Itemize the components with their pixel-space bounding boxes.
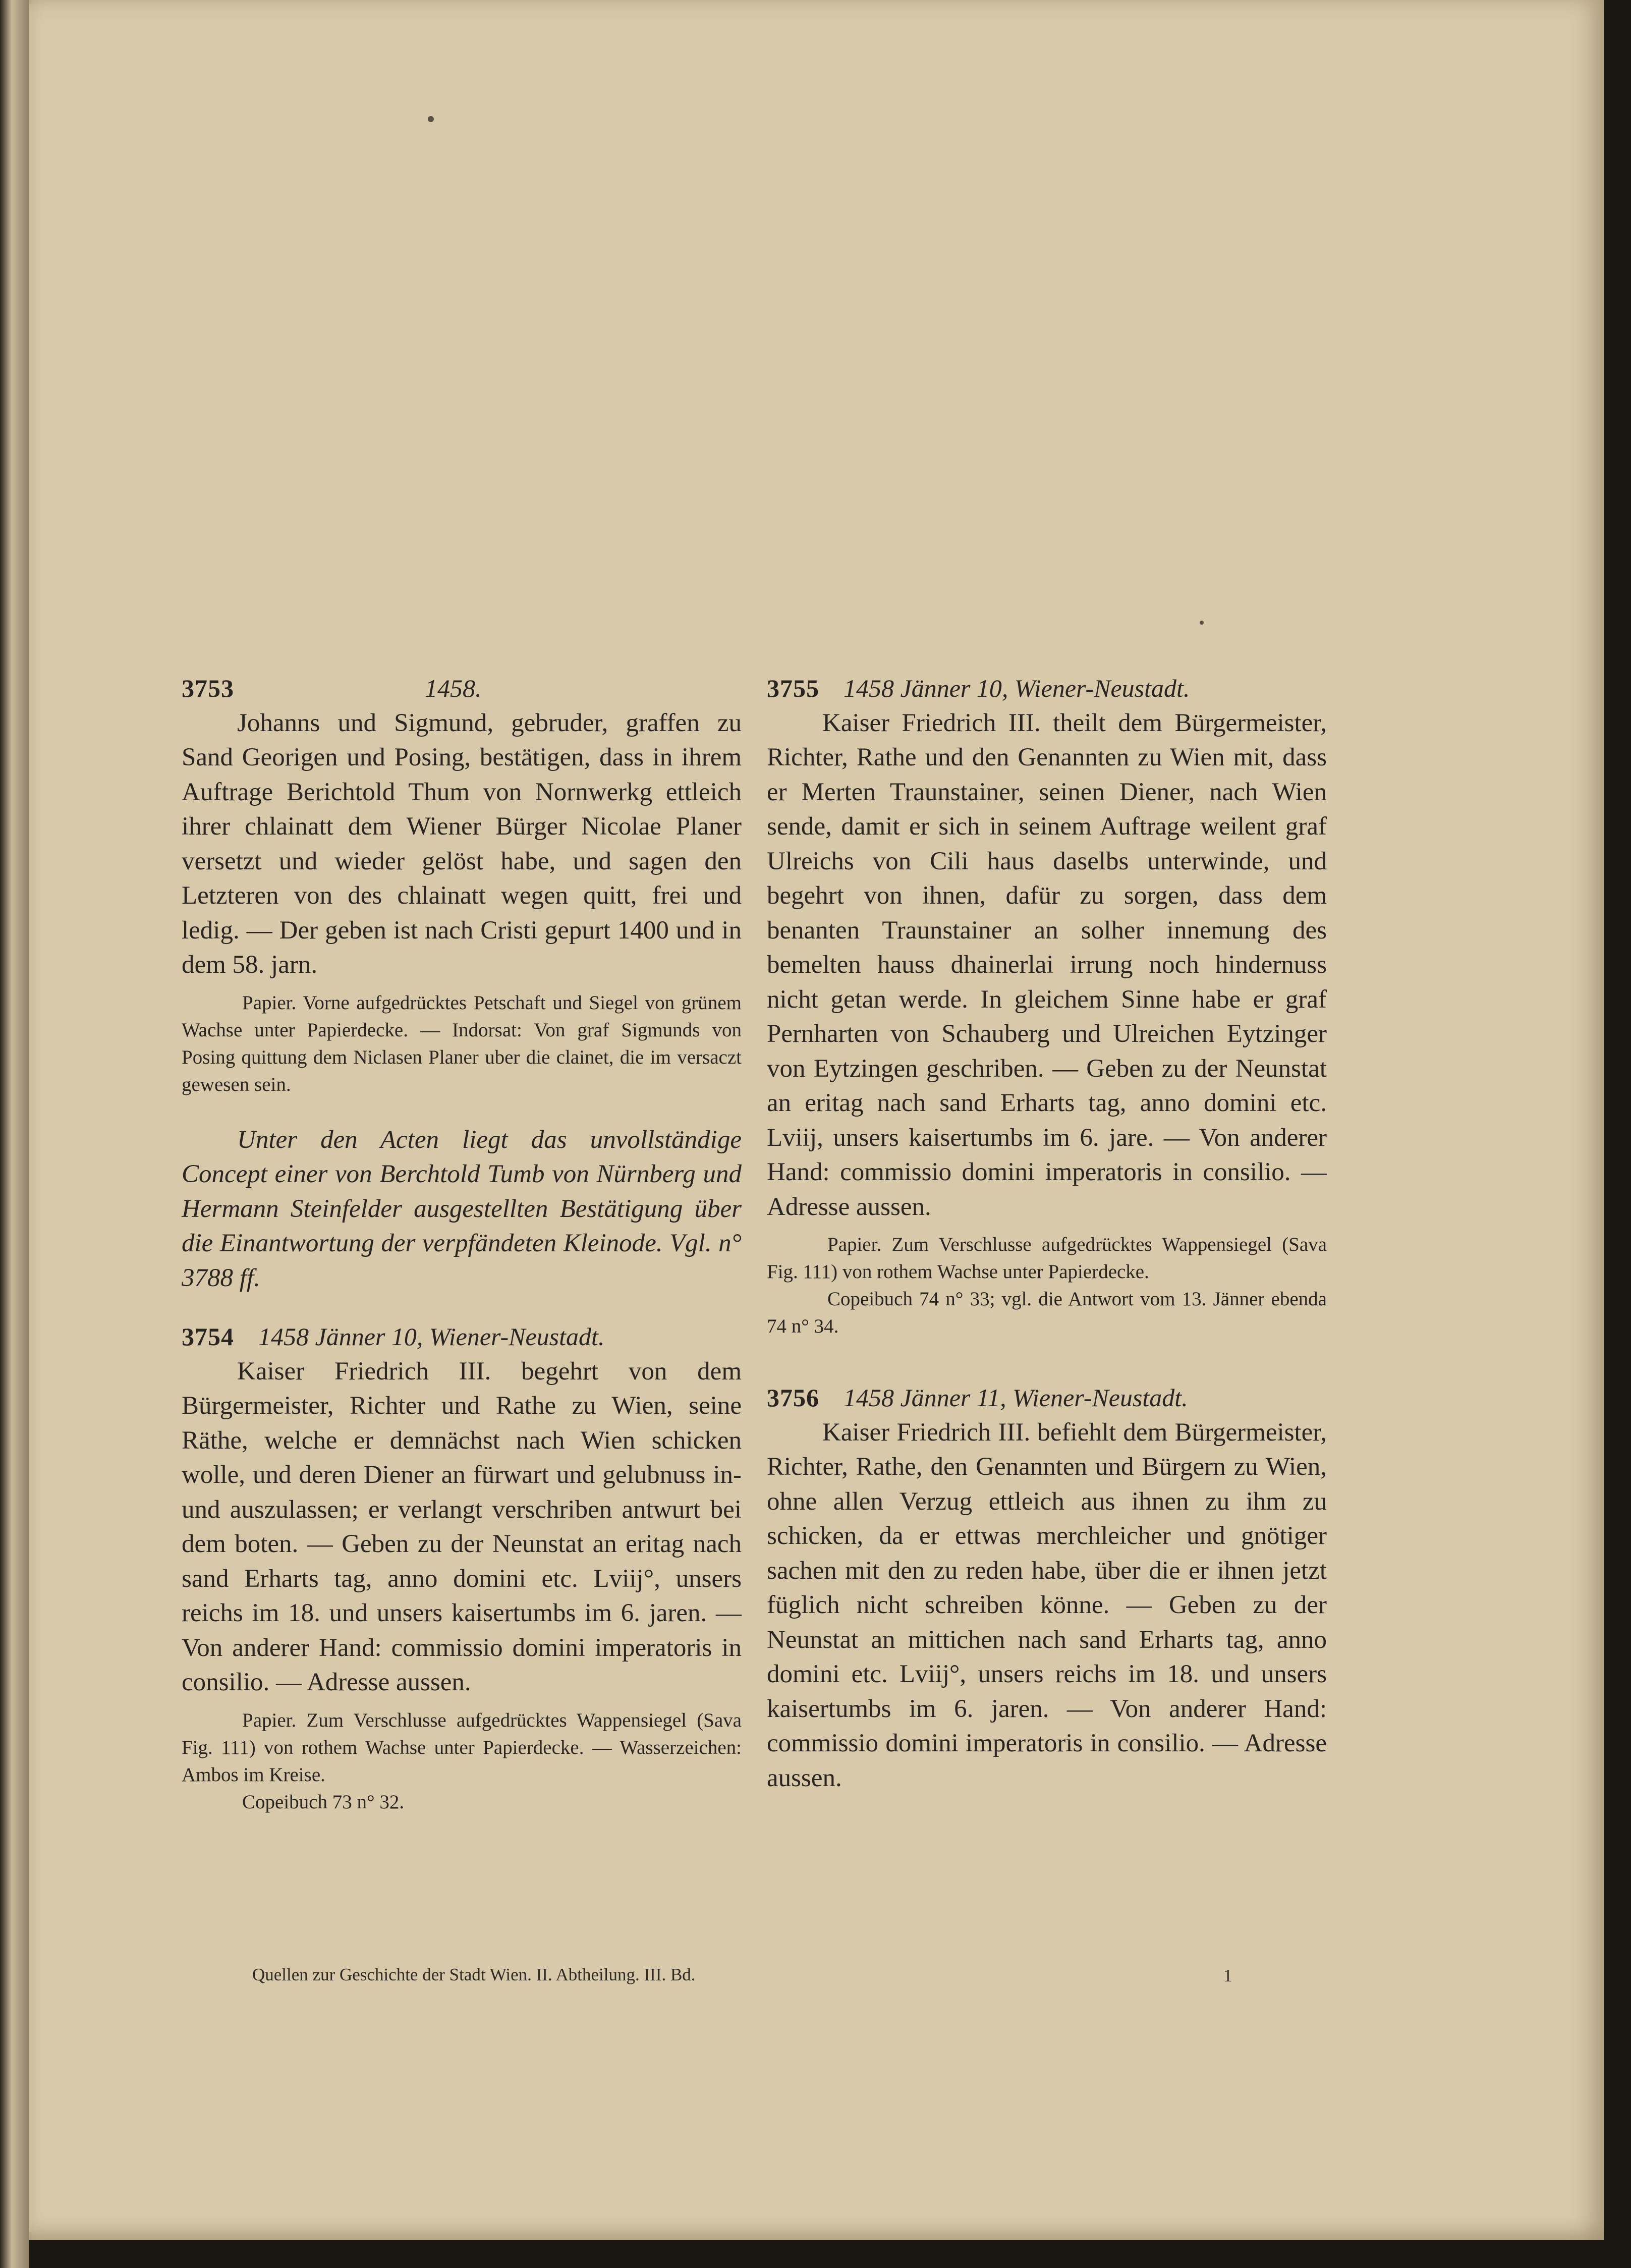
entry-3754	[182, 1319, 742, 1816]
entry-number: 3753	[182, 674, 234, 702]
entry-remark: Unter den Acten liegt das unvollständige Concept einer von Berchtold Tumb von Nürnberg und Hermann Steinfelder ausgestellten Bestätigung über die Einantwortung der verpfändeten Kleinode. Vgl. n° 3788 ff.	[182, 1125, 742, 1292]
entry-header	[767, 1380, 1327, 1415]
facing-page-edge	[0, 0, 29, 2268]
entry-body: Kaiser Friedrich III. begehrt von dem Bürgermeister, Richter und Rathe zu Wien, seine Räthe, welche er demnächst nach Wien schicken wolle, und deren Diener an fürwart und gelubnuss in- und auszulassen; er verlangt verschriben antwurt bei dem boten. — Geben zu der Neunstat an eritag nach sand Erharts tag, anno domini etc. Lviij°, unsers reichs im 18. und unsers kaisertumbs im 6. jaren. — Von anderer Hand: commissio domini imperatoris in consilio. — Adresse aussen.	[182, 1357, 742, 1696]
left-column	[182, 671, 742, 1816]
entry-3755	[767, 671, 1327, 1340]
signature-mark: 1	[1223, 1966, 1232, 1985]
entry-header	[767, 671, 1327, 706]
entry-date: 1458.	[425, 674, 482, 702]
entry-3756	[767, 1380, 1327, 1795]
entry-number: 3755	[767, 674, 819, 702]
entry-note: Copeibuch 73 n° 32.	[242, 1791, 405, 1813]
page-footer: Quellen zur Geschichte der Stadt Wien. II. Abtheilung. III. Bd.	[252, 1965, 696, 1984]
entry-3753	[182, 671, 742, 1295]
entry-note: Papier. Zum Verschlusse aufgedrücktes Wappensiegel (Sava Fig. 111) von rothem Wachse unter Papierdecke.	[767, 1234, 1327, 1283]
entry-note: Copeibuch 74 n° 33; vgl. die Antwort vom 13. Jänner ebenda 74 n° 34.	[767, 1288, 1327, 1337]
entry-date: 1458 Jänner 10, Wiener-Neustadt.	[258, 1322, 605, 1351]
entry-number: 3754	[182, 1322, 234, 1351]
entry-note: Papier. Vorne aufgedrücktes Petschaft und Siegel von grünem Wachse unter Papierdecke. — Indorsat: Von graf Sigmunds von Posing quittung dem Niclasen Planer uber die clainet, die im versaczt gewesen sein.	[182, 991, 742, 1095]
entry-note: Papier. Zum Verschlusse aufgedrücktes Wappensiegel (Sava Fig. 111) von rothem Wachse unter Papierdecke. — Wasserzeichen: Ambos im Kreise.	[182, 1709, 742, 1786]
entry-body: Kaiser Friedrich III. theilt dem Bürgermeister, Richter, Rathe und den Genannten zu Wien mit, dass er Merten Traunstainer, seinen Diener, nach Wien sende, damit er sich in seinem Auftrage weilent graf Ulreichs von Cili haus daselbs unterwinde, und begehrt von ihnen, dafür zu sorgen, dass dem benanten Traunstainer an solher innemung des bemelten hauss dhainerlai irrung noch hindernuss nicht getan werde. In gleichem Sinne habe er graf Pernharten von Schauberg und Ulreichen Eytzinger von Eytzingen geschriben. — Geben zu der Neunstat an eritag nach sand Erharts tag, anno domini etc. Lviij, unsers kaisertumbs im 6. jare. — Von anderer Hand: commissio domini imperatoris in consilio. — Adresse aussen.	[767, 708, 1327, 1221]
right-column	[767, 671, 1327, 1795]
entry-body: Kaiser Friedrich III. befiehlt dem Bürgermeister, Richter, Rathe, den Genannten und Bürgern zu Wien, ohne allen Verzug ettleich aus ihnen zu ihm zu schicken, da er ettwas merchleicher und gnötiger sachen mit den zu reden habe, über die er ihnen jetzt füglich nicht schreiben könne. — Geben zu der Neunstat an mittichen nach sand Erharts tag, anno domini etc. Lviij°, unsers reichs im 18. und unsers kaisertumbs im 6. jaren. — Von anderer Hand: commissio domini imperatoris in consilio. — Adresse aussen.	[767, 1418, 1327, 1792]
paper-speck	[1200, 621, 1204, 625]
paper-speck	[428, 116, 434, 122]
entry-body: Johanns und Sigmund, gebruder, graffen zu Sand Georigen und Posing, bestätigen, dass in ihrem Auftrage Berichtold Thum von Nornwerkg ettleich ihrer chlainatt dem Wiener Bürger Nicolae Planer versetzt und wieder gelöst habe, und sagen den Letzteren von des chlainatt wegen quitt, frei und ledig. — Der geben ist nach Cristi gepurt 1400 und in dem 58. jarn.	[182, 708, 742, 979]
entry-number: 3756	[767, 1384, 819, 1412]
entry-header	[182, 1319, 742, 1354]
entry-date: 1458 Jänner 10, Wiener-Neustadt.	[843, 674, 1190, 702]
entry-header	[182, 671, 742, 706]
entry-date: 1458 Jänner 11, Wiener-Neustadt.	[843, 1384, 1188, 1412]
